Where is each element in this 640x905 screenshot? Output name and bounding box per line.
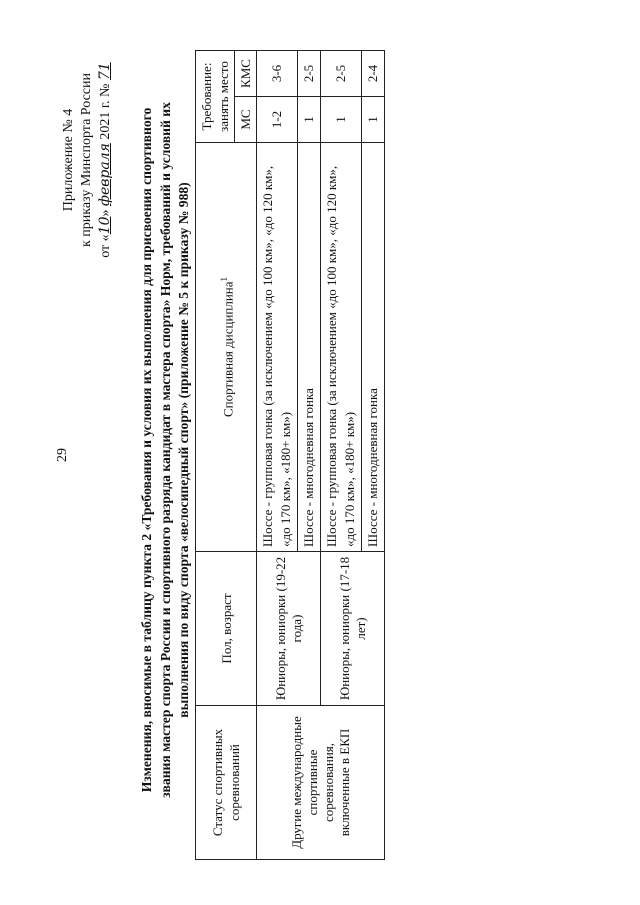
- header-kms: КМС: [235, 51, 257, 97]
- appendix-line1: Приложение № 4: [61, 108, 76, 212]
- handwritten-day: 10: [97, 216, 113, 235]
- header-gender-age: Пол, возраст: [196, 552, 257, 706]
- handwritten-number: 71: [97, 62, 113, 81]
- cell-discipline: Шоссе - многодневная гонка: [298, 143, 321, 552]
- page-number: 29: [55, 448, 70, 462]
- header-discipline: Спортивная дисциплина$^1$: [196, 143, 257, 552]
- cell-ms: 1: [362, 97, 385, 143]
- handwritten-month: февраля: [97, 143, 113, 206]
- title-line: Изменения, вносимые в таблицу пункта 2 «Требования и условия их выполнения для присвоения спортивного: [139, 107, 154, 793]
- cell-kms: 2-4: [362, 51, 385, 97]
- cell-gender-age: Юниоры, юниорки (17-18 лет): [321, 552, 385, 706]
- header-status: Статус спортивных соревнований: [196, 706, 257, 860]
- cell-ms: 1-2: [257, 97, 298, 143]
- cell-status: Другие международные спортивные соревнования, включенные в ЕКП: [257, 706, 385, 860]
- appendix-block: [60, 0, 115, 325]
- title-line: выполнения по виду спорта «велосипедный спорт» (приложение № 5 к приказу № 988): [176, 182, 191, 718]
- footnote-mark: 1: [218, 276, 229, 282]
- cell-gender-age: Юниоры, юниорки (19-22 года): [257, 552, 321, 706]
- cell-kms: 2-5: [321, 51, 362, 97]
- document-title: [138, 45, 194, 855]
- appendix-line2: к приказу Минспорта России: [79, 73, 94, 247]
- table-row: [257, 51, 298, 860]
- cell-ms: 1: [321, 97, 362, 143]
- requirements-table: [195, 50, 385, 860]
- cell-kms: 3-6: [257, 51, 298, 97]
- cell-kms: 2-5: [298, 51, 321, 97]
- cell-ms: 1: [298, 97, 321, 143]
- title-line: звания мастер спорта России и спортивного разряда кандидат в мастера спорта» Норм, требований и условий их: [157, 102, 173, 798]
- header-row: [196, 51, 235, 860]
- appendix-line3: от «10» февраля 2021 г. № 71: [97, 62, 113, 258]
- cell-discipline: Шоссе - групповая гонка (за исключением «до 100 км», «до 120 км», «до 170 км», «180+ км»): [257, 143, 298, 552]
- header-requirement: Требование: занять место: [196, 51, 235, 143]
- cell-discipline: Шоссе - групповая гонка (за исключением «до 100 км», «до 120 км», «до 170 км», «180+ км»): [321, 143, 362, 552]
- header-ms: МС: [235, 97, 257, 143]
- cell-discipline: Шоссе - многодневная гонка: [362, 143, 385, 552]
